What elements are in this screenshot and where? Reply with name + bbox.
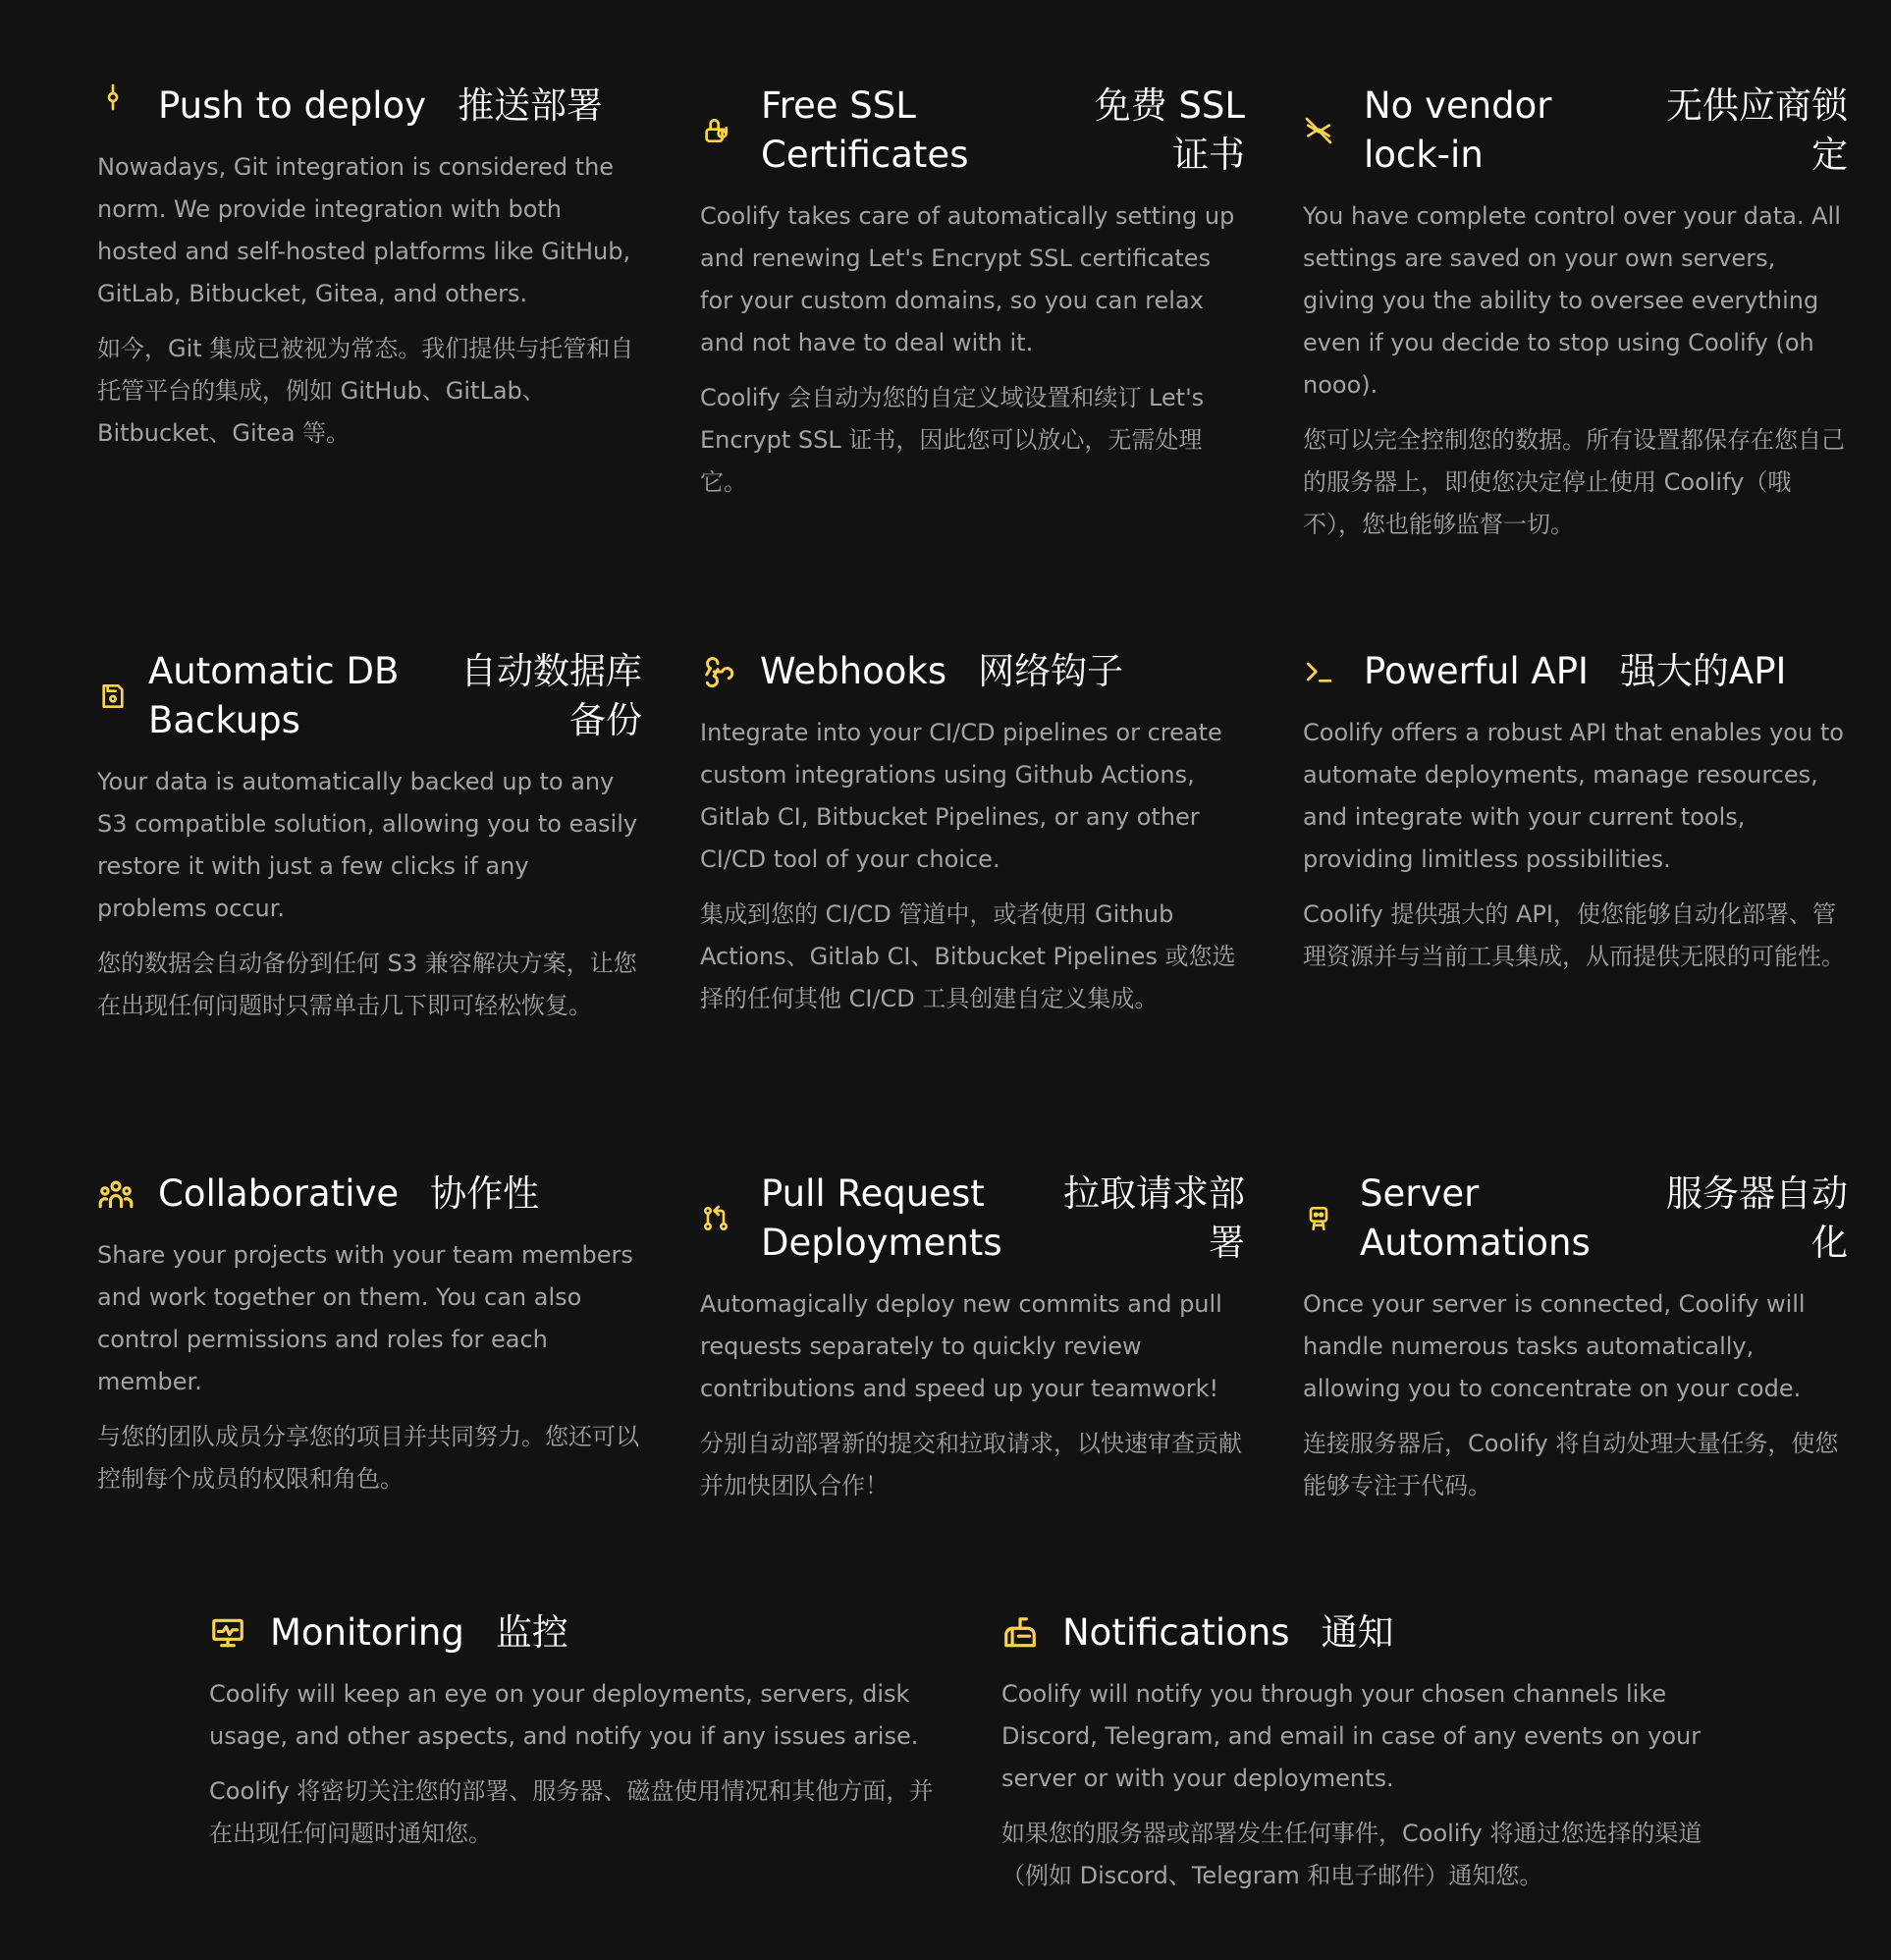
feature-header — [97, 1170, 642, 1219]
feature-description-zh: 如果您的服务器或部署发生任何事件，Coolify 将通过您选择的渠道（例如 Discord、Telegram 和电子邮件）通知您。 — [1001, 1820, 1702, 1889]
feature-description-en: Share your projects with your team members and work together on them. You can also control permissions and roles for each member. — [97, 1241, 633, 1395]
feature-card-automatic-db-backups — [97, 647, 642, 1027]
feature-description-en: Coolify takes care of automatically setting up and renewing Let's Encrypt SSL certificates for your custom domains, so you can relax and not have to deal with it. — [700, 202, 1235, 356]
feature-description-en: Coolify offers a robust API that enables you to automate deployments, manage resources, and integrate with your current tools, providing limitless possibilities. — [1303, 719, 1844, 873]
feature-card-monitoring — [209, 1608, 941, 1855]
feature-description-zh: Coolify 会自动为您的自定义域设置和续订 Let's Encrypt SSL 证书，因此您可以放心，无需处理它。 — [700, 384, 1205, 496]
robot-icon — [1303, 1203, 1334, 1234]
feature-header — [97, 647, 642, 745]
feature-title-zh: 强大的API — [1619, 650, 1787, 692]
feature-header — [700, 647, 1245, 696]
git-pull-request-icon — [700, 1203, 731, 1234]
git-commit-icon — [97, 82, 129, 113]
feature-title-zh: 监控 — [495, 1611, 568, 1654]
feature-title-zh: 网络钩子 — [978, 650, 1124, 692]
feature-description-zh: 分别自动部署新的提交和拉取请求，以快速审查贡献并加快团队合作！ — [700, 1430, 1242, 1499]
feature-card-notifications — [1001, 1608, 1748, 1897]
feature-card-collaborative — [97, 1170, 642, 1500]
feature-description-en: Coolify will notify you through your chosen channels like Discord, Telegram, and email in case of any events on your server or with your deployments. — [1001, 1680, 1702, 1792]
feature-title-en: Push to deploy — [158, 84, 427, 127]
feature-header — [209, 1608, 941, 1658]
feature-description-zh: 您可以完全控制您的数据。所有设置都保存在您自己的服务器上，即使您决定停止使用 Coolify（哦不），您也能够监督一切。 — [1303, 426, 1845, 538]
feature-title-zh: 无供应商锁定 — [1666, 84, 1848, 176]
feature-card-powerful-api — [1303, 647, 1848, 978]
feature-card-webhooks — [700, 647, 1245, 1020]
feature-header — [97, 82, 642, 131]
feature-title-en: Monitoring — [270, 1611, 464, 1654]
terminal-prompt-icon — [1303, 656, 1334, 687]
mailbox-icon — [1001, 1614, 1039, 1652]
feature-title-en: Collaborative — [158, 1172, 400, 1215]
feature-description-zh: 连接服务器后，Coolify 将自动处理大量任务，使您能够专注于代码。 — [1303, 1430, 1839, 1499]
feature-header — [700, 82, 1245, 180]
feature-title-zh: 自动数据库备份 — [460, 650, 642, 741]
feature-title-zh: 协作性 — [430, 1172, 540, 1215]
no-lock-in-icon — [1303, 115, 1334, 146]
feature-header — [1001, 1608, 1748, 1658]
feature-card-pull-request-deployments — [700, 1170, 1245, 1507]
feature-description-en: Once your server is connected, Coolify will handle numerous tasks automatically, allowing you to concentrate on your code. — [1303, 1290, 1806, 1402]
feature-card-free-ssl — [700, 82, 1245, 504]
feature-description-en: Automagically deploy new commits and pull requests separately to quickly review contributions and speed up your teamwork! — [700, 1290, 1222, 1402]
feature-title-en: No vendor lock-in — [1364, 84, 1552, 176]
feature-card-server-automations — [1303, 1170, 1848, 1507]
feature-header — [700, 1170, 1245, 1268]
lock-refresh-icon — [700, 115, 731, 146]
feature-title-zh: 免费 SSL 证书 — [1094, 84, 1245, 176]
feature-description-zh: Coolify 提供强大的 API，使您能够自动化部署、管理资源并与当前工具集成，从而提供无限的可能性。 — [1303, 900, 1845, 970]
database-backup-icon — [97, 681, 129, 712]
users-group-icon — [97, 1175, 135, 1213]
feature-title-en: Webhooks — [760, 650, 947, 692]
feature-title-zh: 通知 — [1321, 1611, 1394, 1654]
monitor-pulse-icon — [209, 1614, 246, 1652]
feature-title-en: Server Automations — [1360, 1172, 1591, 1264]
feature-title-en: Powerful API — [1364, 650, 1589, 692]
feature-header — [1303, 647, 1848, 696]
feature-description-zh: Coolify 将密切关注您的部署、服务器、磁盘使用情况和其他方面，并在出现任何问题时通知您。 — [209, 1777, 934, 1847]
feature-description-zh: 如今，Git 集成已被视为常态。我们提供与托管和自托管平台的集成，例如 GitHub、GitLab、Bitbucket、Gitea 等。 — [97, 335, 634, 447]
feature-title-zh: 推送部署 — [458, 84, 604, 127]
feature-header — [1303, 82, 1848, 180]
webhook-icon — [700, 654, 735, 689]
feature-card-no-vendor-lock-in — [1303, 82, 1848, 546]
feature-title-en: Pull Request Deployments — [761, 1172, 1002, 1264]
feature-description-en: Coolify will keep an eye on your deployments, servers, disk usage, and other aspects, and notify you if any issues arise. — [209, 1680, 919, 1750]
feature-title-en: Automatic DB Backups — [148, 650, 400, 741]
feature-title-en: Notifications — [1062, 1611, 1290, 1654]
feature-title-zh: 服务器自动化 — [1666, 1172, 1848, 1264]
feature-description-zh: 集成到您的 CI/CD 管道中，或者使用 Github Actions、Gitlab CI、Bitbucket Pipelines 或您选择的任何其他 CI/CD 工具创建自定义集成。 — [700, 900, 1236, 1012]
feature-description-en: Integrate into your CI/CD pipelines or create custom integrations using Github Actions, Gitlab CI, Bitbucket Pipelines, or any other CI/CD tool of your choice. — [700, 719, 1222, 873]
feature-description-en: Your data is automatically backed up to any S3 compatible solution, allowing you to easily restore it with just a few clicks if any problems occur. — [97, 768, 638, 922]
feature-title-zh: 拉取请求部署 — [1063, 1172, 1245, 1264]
feature-description-zh: 您的数据会自动备份到任何 S3 兼容解决方案，让您在出现任何问题时只需单击几下即可轻松恢复。 — [97, 950, 637, 1019]
feature-description-zh: 与您的团队成员分享您的项目并共同努力。您还可以控制每个成员的权限和角色。 — [97, 1423, 639, 1493]
feature-description-en: Nowadays, Git integration is considered the norm. We provide integration with both hosted and self-hosted platforms like GitHub, GitLab, Bitbucket, Gitea, and others. — [97, 153, 631, 307]
feature-title-en: Free SSL Certificates — [761, 84, 969, 176]
feature-header — [1303, 1170, 1848, 1268]
feature-description-en: You have complete control over your data. All settings are saved on your own servers, giving you the ability to oversee everything even if you decide to stop using Coolify (oh nooo). — [1303, 202, 1841, 399]
feature-card-push-to-deploy — [97, 82, 642, 455]
